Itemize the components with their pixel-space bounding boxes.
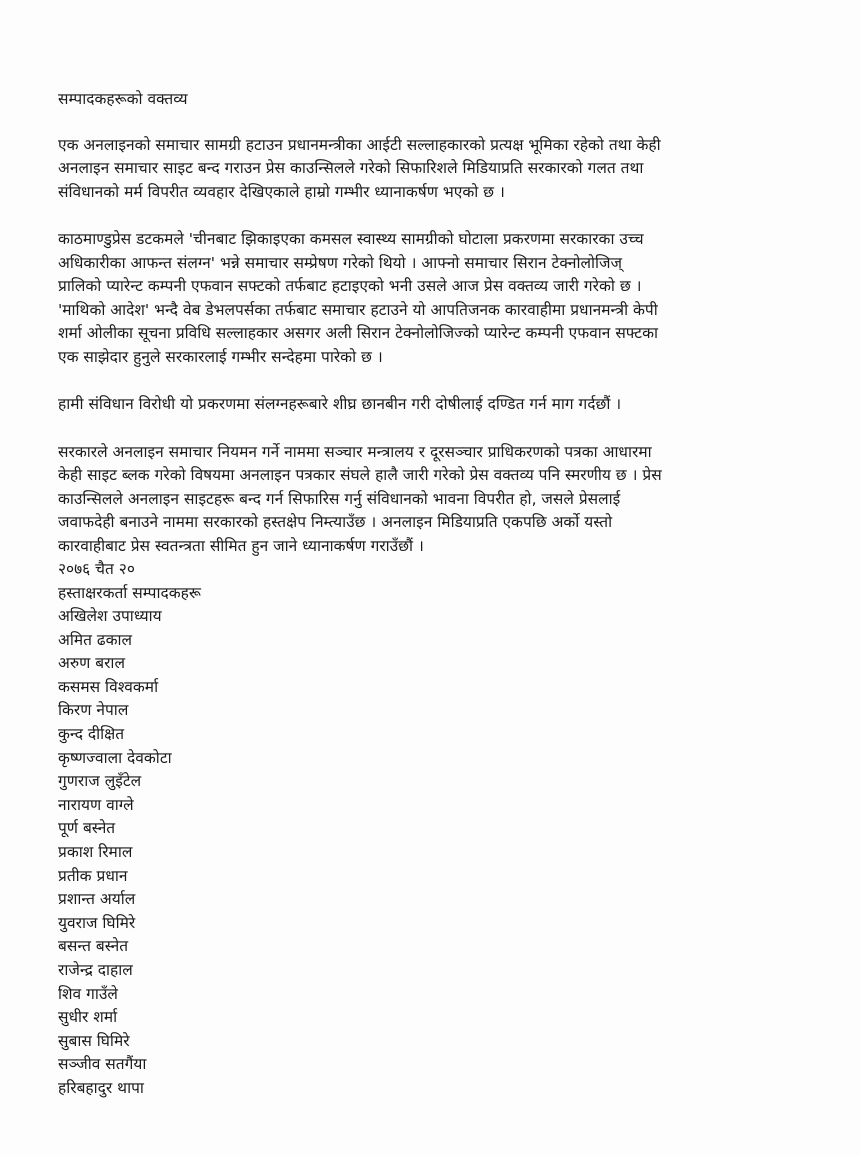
paragraph-line: संविधानको मर्म विपरीत व्यवहार देखिएकाले हाम्रो गम्भीर ध्यानाकर्षण भएको छ । — [58, 182, 505, 201]
signatory-name: अरुण बराल — [58, 654, 125, 673]
paragraph-line: कारवाहीबाट प्रेस स्वतन्त्रता सीमित हुन जाने ध्यानाकर्षण गराउँछौं । — [58, 536, 424, 555]
signatory-name: गुणराज लुइँटेल — [58, 772, 142, 791]
paragraph-line: हामी संविधान विरोधी यो प्रकरणमा संलग्नहरूबारे शीघ्र छानबीन गरी दोषीलाई दण्डित गर्न माग गर्दछौं । — [58, 395, 622, 413]
paragraph-line: अनलाइन समाचार साइट बन्द गराउन प्रेस काउन्सिलले गरेको सिफारिशले मिडियाप्रति सरकारको गलत तथा — [58, 159, 644, 177]
signatory-name: शिव गाउँले — [58, 984, 118, 1003]
paragraph-line: शर्मा ओलीका सूचना प्रविधि सल्लाहकार असगर अली सिरान टेक्नोलोजिज्को प्यारेन्ट कम्पनी एफवान सफ्टका — [58, 324, 659, 342]
paragraph-line: काठमाण्डुप्रेस डटकमले 'चीनबाट झिकाइएका कमसल स्वास्थ्य सामग्रीको घोटाला प्रकरणमा सरकारका उच्च — [58, 230, 644, 248]
signatory-name: कसमस विश्वकर्मा — [58, 677, 159, 696]
statement-body — [58, 88, 803, 1100]
paragraph-line: 'माथिको आदेश' भन्दै वेब डेभलपर्सका तर्फबाट समाचार हटाउने यो आपतिजनक कारवाहीमा प्रधानमन्त्री केपी — [58, 300, 658, 319]
signatory-name: पूर्ण बस्नेत — [58, 819, 116, 838]
signatory-name: सुधीर शर्मा — [58, 1008, 118, 1027]
signatory-name: प्रतीक प्रधान — [58, 866, 128, 885]
signatory-name: प्रकाश रिमाल — [58, 842, 133, 861]
signatories-heading: हस्ताक्षरकर्ता सम्पादकहरू — [58, 583, 201, 602]
paragraph-line: अधिकारीका आफन्त संलग्न' भन्ने समाचार सम्प्रेषण गरेको थियो । आफ्नो समाचार सिरान टेक्नोलोजिज् — [58, 253, 623, 272]
signatory-name: बसन्त बस्नेत — [58, 937, 129, 956]
signatories-list — [58, 605, 803, 1100]
paragraph-line: एक अनलाइनको समाचार सामग्री हटाउन प्रधानमन्त्रीका आईटी सल्लाहकारको प्रत्यक्ष भूमिका रहेको तथा केही — [58, 135, 661, 154]
signatory-name: नारायण वाग्ले — [58, 795, 134, 814]
statement-date: २०७६ चैत २० — [58, 560, 135, 578]
document-title: सम्पादकहरूको वक्तव्य — [58, 90, 188, 108]
signatory-name: सञ्जीव सतगैंया — [58, 1055, 147, 1074]
signatory-name: हरिबहादुर थापा — [58, 1078, 144, 1097]
signatory-name: कृष्णज्वाला देवकोटा — [58, 748, 172, 767]
paragraph-line: केही साइट ब्लक गरेको विषयमा अनलाइन पत्रकार संघले हालै जारी गरेको प्रेस वक्तव्य पनि स्मरणीय छ । प्रेस — [58, 466, 662, 484]
paragraph-4 — [58, 441, 803, 559]
signatory-name: युवराज घिमिरे — [58, 913, 136, 932]
paragraph-line: एक साझेदार हुनुले सरकारलाई गम्भीर सन्देहमा पारेको छ । — [58, 347, 383, 366]
signatory-name: सुबास घिमिरे — [58, 1031, 130, 1050]
paragraph-line: प्रालिको प्यारेन्ट कम्पनी एफवान सफ्टको तर्फबाट हटाइएको भनी उसले आज प्रेस वक्तव्य जारी गरेको छ । — [58, 277, 642, 295]
paragraph-line: जवाफदेही बनाउने नाममा सरकारको हस्तक्षेप निम्त्याउँछ । अनलाइन मिडियाप्रति एकपछि अर्को यस्तो — [58, 513, 613, 531]
signatory-name: किरण नेपाल — [58, 701, 129, 720]
paragraph-line: सरकारले अनलाइन समाचार नियमन गर्ने नाममा सञ्चार मन्त्रालय र दूरसञ्चार प्राधिकरणको पत्रका आधारमा — [58, 442, 652, 461]
paragraph-2 — [58, 228, 803, 369]
signatory-name: कुन्द दीक्षित — [58, 724, 125, 743]
paragraph-1 — [58, 134, 803, 205]
paragraph-line: काउन्सिलले अनलाइन साइटहरू बन्द गर्न सिफारिस गर्नु संविधानको भावना विपरीत हो, जसले प्रेसलाई — [58, 489, 621, 508]
signatory-name: अखिलेश उपाध्याय — [58, 607, 162, 625]
signatory-name: राजेन्द्र दाहाल — [58, 960, 133, 979]
paragraph-3 — [58, 393, 803, 417]
signatory-name: प्रशान्त अर्याल — [58, 890, 136, 909]
signatory-name: अमित ढकाल — [58, 630, 133, 649]
